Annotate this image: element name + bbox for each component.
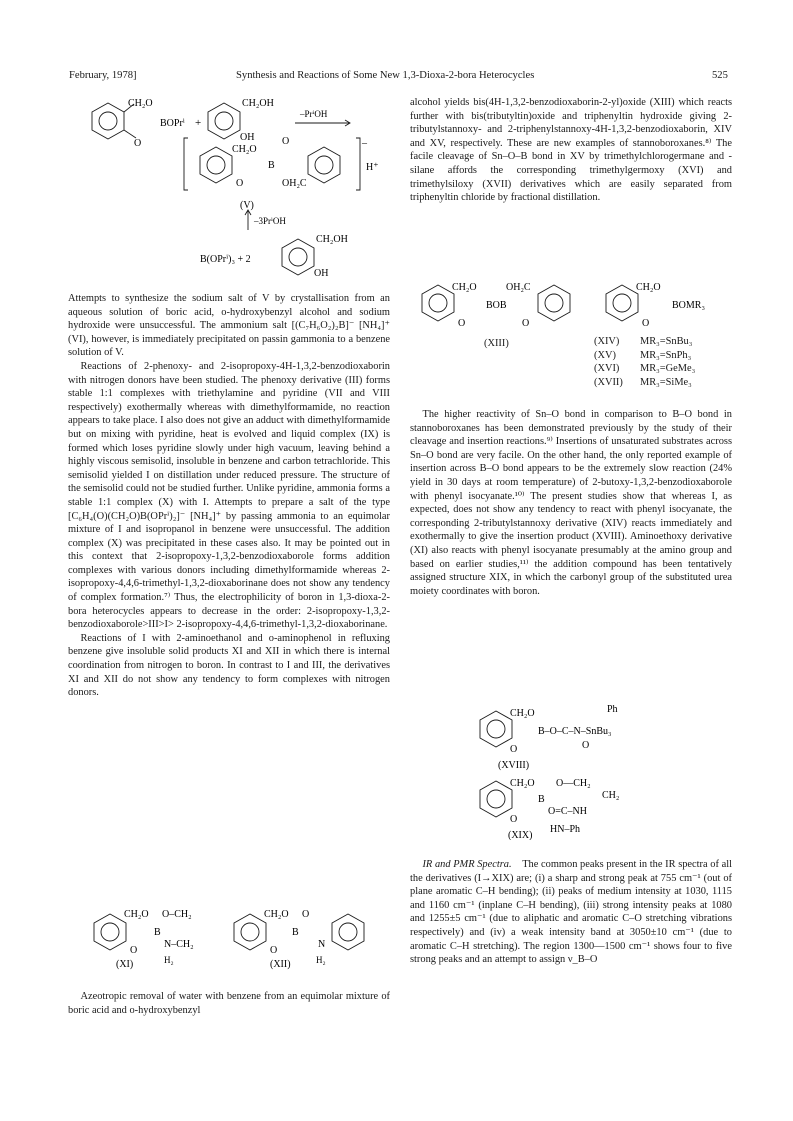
group: H₂ [316,955,326,965]
group: BOMR₃ [672,300,705,311]
group: CH₂ [602,790,620,801]
benzene-ring [538,285,570,321]
group: O [458,318,466,329]
scheme-group: BOPrⁱ [160,118,185,129]
group: O=C–NH [548,806,587,817]
benzene-ring [94,914,126,950]
running-header-title: Synthesis and Reactions of Some New 1,3-Dioxa-2-bora Heterocycles [236,70,535,81]
group: B–O–C–N–SnBu₃ [538,726,612,737]
benzene-ring [422,285,454,321]
page-number: 525 [712,70,728,81]
mr-label: (XVII) [594,376,623,388]
scheme-group: O [236,178,244,189]
structures-XVIII-XIX [470,700,710,840]
group: Ph [607,704,618,715]
paragraph: alcohol yields bis(4H-1,3,2-benzodioxaborin-2-yl)oxide (XIII) which reacts further with bis(tributyltin)oxide and triphenyltin hydroxide giving 2-tributylstannoxy- and 2-triphenylstannoxy-4H-1,3,2-benzodioxaborin, XIV and XV, respectively. These are new examples of stannoboroxanes.⁸⁾ The facile cleavage of Sn–O–B bond in XV by trimethylchlorogermane and -silane affords the corresponding trimethylgermoxy (XVI) and trimethylsiloxy (XVII) derivatives which are easily separated from triphenyltin chloride by fractional distillation. [410,97,732,204]
mr-formula: MR₃=GeMe₃ [640,363,696,375]
group: CH₂O [452,282,477,293]
benzene-ring [200,147,232,183]
scheme-group: CH₂O [128,98,153,109]
scheme-group: B [268,160,275,171]
compound-label: (V) [240,200,254,211]
group: B [154,927,161,938]
group: N [318,939,326,950]
mr-label: (XIV) [594,336,620,347]
group: H₂ [164,955,174,965]
group: HN–Ph [550,824,581,835]
paragraph: Attempts to synthesize the sodium salt of V by crystallisation from an aqueous solution of boric acid, o-hydroxybenzyl alcohol and sodium hydroxide were unsuccessful. The ammonium salt [(C₇H₆O₂)₂B]⁻ [NH₄]⁺ (VI), however, is immediately precipitated on passin gammonia to a benzene solution of V. [68,293,390,359]
group: OH₂C [506,282,531,293]
paragraph: The higher reactivity of Sn–O bond in comparison to B–O bond in stannoboroxanes has been demonstrated previously by the study of their cleavage and insertion reactions.⁹⁾ Insertions of unsaturated substrates across Sn–O bond are very facile. On the other hand, the only reported example of insertion across B–O bond appears to be the extremely slow reaction (24% yield in 30 days at room temperature) of 2-butoxy-1,3,2-benzodioxaborole with phenyl isocyanate.¹⁰⁾ The present studies show that whereas I, as expected, does not show any tendency to react with phenyl isocyanate, the corresponding 2-tributylstannoxy derivative (XIV) reacts immediately and exothermally to give the insertion product (XVIII). Aminoethoxy derivative (XI) also reacts with phenyl isocyanate presumably at the amino group and based on earlier studies,¹¹⁾ the addition compound has been tentatively assigned structure XIX, in which the carbonyl group of the substituted urea moiety coordinates with boron. [410,409,732,597]
group: N–CH₂ [164,939,194,950]
cation: H⁺ [366,162,379,173]
benzene-ring [234,914,266,950]
arrow-label: –3PrⁱOH [254,216,286,226]
scheme-group: CH₂OH [316,234,348,245]
group: CH₂O [124,909,149,920]
mr-formula: MR₃=SnPh₃ [640,349,692,361]
benzene-ring [308,147,340,183]
reagent: B(OPrⁱ)₃ + 2 [200,254,251,265]
left-column-final [68,990,390,1017]
scheme-group: OH [314,268,329,279]
group: O [510,744,518,755]
scheme-group: CH₂O [232,144,257,155]
group: O [510,814,518,825]
mr-item [594,335,695,349]
group: CH₂O [510,778,535,789]
group: BOB [486,300,507,311]
paragraph [410,858,732,967]
group: B [538,794,545,805]
group: O—CH₂ [556,778,591,789]
group: O [582,740,590,751]
group: O [302,909,310,920]
mr-list [594,335,695,389]
reaction-scheme [60,90,380,280]
scheme-group: OH₂C [282,178,307,189]
group: CH₂O [264,909,289,920]
mr-item [594,376,695,390]
mr-formula: MR₃=SiMe₃ [640,376,692,388]
arrow-label: –PrⁱOH [300,109,328,119]
compound-label: (XVIII) [498,760,530,771]
mr-item [594,349,695,363]
compound-label: (XIII) [484,338,509,349]
mr-formula: MR₃=SnBu₃ [640,336,693,347]
group: O [522,318,530,329]
benzene-ring [92,103,124,139]
compound-label: (XI) [116,959,134,970]
running-header-left: February, 1978] [69,70,137,81]
section-heading: IR and PMR Spectra. [422,859,512,870]
paragraph: Azeotropic removal of water with benzene from an equimolar mixture of boric acid and o-hydroxybenzyl [68,991,390,1016]
compound-label: (XIX) [508,830,533,840]
right-column-mid [410,408,732,598]
right-column-top [410,96,732,205]
benzene-ring [332,914,364,950]
benzene-ring [480,781,512,817]
group: CH₂O [636,282,661,293]
scheme-group: O [282,136,290,147]
right-column-ir [410,858,732,967]
paragraph: Reactions of 2-phenoxy- and 2-isopropoxy-4H-1,3,2-benzodioxaborin with nitrogen donors have been studied. The phenoxy derivative (III) forms stable 1:1 complexes with triethylamine and pyridine (VII and VIII respectively) exothermally whereas with dimethylformamide, no reaction appears to take place. I also does not give an adduct with dimethylformamide but on mixing with pyridine, heat is evolved and liquid complex (IX) is formed which loses pyridine slowly under high vacuum, leaving behind a highly viscous semisolid, insoluble in benzene and carbon tetrachloride. This semisolid yielded I on distillation under reduced pressure. The structure of the semisolid could not be studied further. Unlike pyridine, ammonia forms a stable 1:1 complex (X) with I. Attempts to prepare a salt of the type [C₆H₄(O)(CH₂O)B(OPrⁱ)₂]⁻ [NH₄]⁺ by passing ammonia to an equimolar mixture of I and isopropanol in benzene were unsuccessful. The addition complex (X) was precipitated in these cases also. It may be pointed out in this context that 2-isopropoxy-1,3,2-benzodioxaborole forms addition complexes with various donors including dimethylformamide whereas 2-isopropoxy-4,4,6-trimethyl-1,3,2-dioxaborinane does not show any tendency of complex formation.⁷⁾ Thus, the electrophilicity of boron in 1,3-dioxa-2-bora heterocycles appears to decrease in the order: 2-isopropoxy-1,3,2-benzodioxaborole>III>I> 2-isopropoxy-4,4,6-trimethyl-1,3,2-dioxaborinane. [68,360,390,631]
benzene-ring [208,103,240,139]
structures-XI-XII [80,903,380,973]
mr-label: (XV) [594,349,616,361]
compound-label: (XII) [270,959,291,970]
structures-XIII-XIV [410,278,740,336]
charge: – [362,138,367,149]
benzene-ring [480,711,512,747]
scheme-plus: + [195,117,202,129]
group: O [642,318,650,329]
section-text: The common peaks present in the IR spectra of all the derivatives (I→XIX) are; (i) a sharp and strong peak at 755 cm⁻¹ (out of plane aromatic C–H bending); (ii) peaks of medium intensity at 1030, 1115 and 1160 cm⁻¹ (inplane C–H bending), (iii) strong intensity peaks at 1080 and 1255±5 cm⁻¹ (due to aliphatic and aromatic C–O stretching vibrations respectively) and (iv) a weak intensity band at 3050±10 cm⁻¹ (due to aromatic C–H stretching). The region 1300—1500 cm⁻¹ shows four to five strong peaks and an attempt to assign ν_B–O [410,859,732,966]
group: B [292,927,299,938]
left-column-text [68,292,390,700]
group: CH₂O [510,708,535,719]
benzene-ring [282,239,314,275]
scheme-group: O [134,138,142,149]
mr-item [594,362,695,376]
group: O–CH₂ [162,909,192,920]
benzene-ring [606,285,638,321]
paragraph: Reactions of I with 2-aminoethanol and o-aminophenol in refluxing benzene give insoluble solid products XI and XII in which there is internal coordination from nitrogen to boron. In contrast to I and III, the derivatives XI and XII do not show any tendency to form complexes with nitrogen donors. [68,632,390,699]
scheme-group: CH₂OH [242,98,274,109]
group: O [130,945,138,956]
scheme-group: OH [240,132,255,143]
mr-label: (XVI) [594,363,620,375]
group: O [270,945,278,956]
